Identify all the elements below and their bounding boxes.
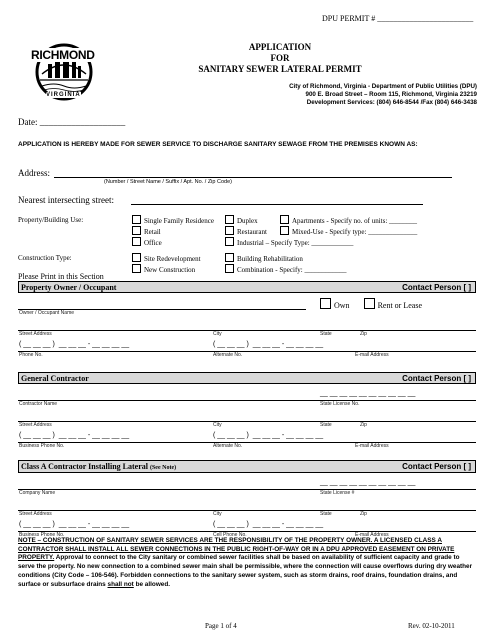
- checkbox[interactable]: [225, 253, 234, 262]
- page-title: APPLICATION FOR SANITARY SEWER LATERAL PERMIT: [198, 42, 362, 74]
- construction-option: Site Redevelopment: [132, 253, 201, 264]
- general-alt-phone-input[interactable]: ( __ __ __ ) __ __ __ - __ __ __ __: [213, 432, 324, 439]
- use-option: Office: [132, 237, 214, 248]
- responsibility-note: [18, 537, 478, 589]
- general-name-input[interactable]: [18, 400, 476, 401]
- checkbox[interactable]: [280, 226, 289, 235]
- city-label: City: [213, 422, 222, 428]
- general-license-input[interactable]: __ __ __ __ __ __ __ __ __ __: [320, 390, 416, 397]
- checkbox[interactable]: [225, 264, 234, 273]
- owner-address-input[interactable]: [18, 330, 476, 331]
- construction-option: New Construction: [132, 264, 201, 275]
- general-phone-line: [18, 442, 476, 443]
- checkbox[interactable]: [132, 264, 141, 273]
- use-option: Mixed-Use - Specify type: ______________: [280, 226, 417, 237]
- rent-checkbox[interactable]: [364, 298, 375, 309]
- intro-statement: APPLICATION IS HEREBY MADE FOR SEWER SERVICE TO DISCHARGE SANITARY SEWAGE FROM THE PREMISES KNOWN AS:: [18, 141, 418, 148]
- owner-alt-phone-input[interactable]: ( __ __ __ ) __ __ __ - __ __ __ __: [213, 341, 324, 348]
- use-option: Industrial – Specify Type: ____________: [225, 237, 353, 248]
- alt-phone-label: Alternate No.: [213, 352, 243, 358]
- use-option: Restaurant: [225, 226, 353, 237]
- permit-number-label: DPU PERMIT # ________________________: [322, 14, 474, 23]
- owner-contact-person[interactable]: Contact Person [ ]: [402, 283, 471, 292]
- note-heading: NOTE – CONSTRUCTION OF SANITARY SEWER SERVICES ARE THE RESPONSIBILITY OF THE PROPERTY OWNER. A LICENSED CLASS A CONTRACTOR SHALL INSTALL ALL SEWER CONNECTIONS IN THE PUBLIC RIGHT-OF-WAY OR IN A DPU APPROVED EASEMENT ON PRIVATE PROPERTY.: [18, 537, 455, 562]
- checkbox[interactable]: [225, 226, 234, 235]
- phone-label: Phone No.: [19, 352, 43, 358]
- license-label: State License No.: [320, 401, 360, 407]
- general-address-input[interactable]: [18, 421, 476, 422]
- state-label: State: [320, 422, 332, 428]
- street-address-label: Street Address: [19, 511, 52, 517]
- construction-col2: [225, 253, 346, 275]
- property-use-col3: [280, 215, 417, 237]
- classa-contact-person[interactable]: Contact Person [ ]: [402, 462, 471, 471]
- page-number: Page 1 of 4: [205, 622, 237, 630]
- logo-wordmark: RICHMOND: [31, 48, 95, 62]
- general-phone-input[interactable]: ( __ __ __ ) __ __ __ - __ __ __ __: [19, 432, 130, 439]
- print-note: Please Print in this Section: [18, 272, 104, 281]
- state-label: State: [320, 331, 332, 337]
- email-label: E-mail Address: [355, 532, 389, 538]
- email-label: E-mail Address: [355, 443, 389, 449]
- use-option: Single Family Residence: [132, 215, 214, 226]
- license-label: State License #: [320, 490, 355, 496]
- use-option: Duplex: [225, 215, 353, 226]
- zip-label: Zip: [360, 422, 367, 428]
- classa-name-input[interactable]: [18, 489, 476, 490]
- cell-phone-label: Cell Phone No.: [213, 532, 247, 538]
- state-label: State: [320, 511, 332, 517]
- use-option: Apartments - Specify no. of units: ________: [280, 215, 417, 226]
- owner-section-header: [18, 281, 476, 293]
- classa-section-title: Class A Contractor Installing Lateral (See Note): [21, 462, 177, 471]
- classa-phone-input[interactable]: ( __ __ __ ) __ __ __ - __ __ __ __: [19, 521, 130, 528]
- property-use-label: Property/Building Use:: [18, 216, 84, 224]
- company-name-label: Company Name: [19, 490, 56, 496]
- construction-option: Building Rehabilitation: [225, 253, 346, 264]
- city-seal-logo: [28, 34, 100, 102]
- note-end: be allowed.: [133, 580, 171, 588]
- department-info: City of Richmond, Virginia - Department of Public Utilities (DPU) 900 E. Broad Street – Room 115, Richmond, Virginia 23219 Development Services: (804) 646-8544 /Fax (804) 646-3438: [289, 83, 477, 106]
- email-label: E-mail Address: [355, 352, 389, 358]
- street-address-label: Street Address: [19, 331, 52, 337]
- contractor-name-label: Contractor Name: [19, 401, 58, 407]
- phone-label: Business Phone No.: [19, 532, 65, 538]
- checkbox[interactable]: [132, 215, 141, 224]
- general-contact-person[interactable]: Contact Person [ ]: [402, 374, 471, 383]
- logo-state: VIRGINIA: [46, 92, 81, 98]
- own-label: Own: [334, 301, 350, 310]
- classa-license-input[interactable]: __ __ __ __ __ __ __ __ __ __: [320, 479, 416, 486]
- checkbox[interactable]: [225, 237, 234, 246]
- owner-section-title: Property Owner / Occupant: [21, 283, 117, 292]
- zip-label: Zip: [360, 331, 367, 337]
- checkbox[interactable]: [132, 226, 141, 235]
- own-checkbox[interactable]: [320, 298, 331, 309]
- city-label: City: [213, 511, 222, 517]
- owner-phone-line: [18, 351, 476, 352]
- general-section-title: General Contractor: [21, 374, 89, 383]
- alt-phone-label: Alternate No.: [213, 443, 243, 449]
- tenure-options: [320, 298, 422, 310]
- revision-date: Rev. 02-10-2011: [408, 622, 455, 630]
- checkbox[interactable]: [280, 215, 289, 224]
- address-hint: (Number / Street Name / Suffix / Apt. No. / Zip Code): [104, 179, 232, 185]
- classa-address-input[interactable]: [18, 510, 476, 511]
- nearest-street-label: Nearest intersecting street:: [18, 195, 114, 205]
- note-body: Approval to connect to the City sanitary or combined sewer facilities shall be based on availability of sufficient capacity and grade to serve the property. No new connection to a combined sewer main shall be permissible, where the connection will cause overflows during dry weather conditions (City Code – 106-546). Forbidden connections to the sanitary sewer system, such as storm drains, roof drains, foundation drains, and surface or subsurface drains: [18, 554, 473, 588]
- owner-phone-input[interactable]: ( __ __ __ ) __ __ __ - __ __ __ __: [19, 341, 130, 348]
- date-field[interactable]: Date: ___________________: [18, 117, 126, 127]
- property-use-col1: [132, 215, 214, 248]
- rent-label: Rent or Lease: [377, 301, 422, 310]
- note-emphasis: shall not: [107, 580, 134, 588]
- classa-phone-line: [18, 531, 476, 532]
- general-section-header: [18, 372, 476, 384]
- nearest-street-input[interactable]: [131, 204, 423, 205]
- address-input[interactable]: [54, 177, 452, 178]
- classa-cell-phone-input[interactable]: ( __ __ __ ) __ __ __ - __ __ __ __: [213, 521, 324, 528]
- classa-section-header: [18, 460, 476, 473]
- city-label: City: [213, 331, 222, 337]
- owner-name-label: Owner / Occupant Name: [19, 310, 75, 316]
- street-address-label: Street Address: [19, 422, 52, 428]
- use-option: Retail: [132, 226, 214, 237]
- checkbox[interactable]: [225, 215, 234, 224]
- checkbox[interactable]: [132, 253, 141, 262]
- checkbox[interactable]: [132, 237, 141, 246]
- address-label: Address:: [18, 168, 50, 178]
- zip-label: Zip: [360, 511, 367, 517]
- construction-col1: [132, 253, 201, 275]
- construction-option: Combination - Specify: ____________: [225, 264, 346, 275]
- phone-label: Business Phone No.: [19, 443, 65, 449]
- construction-label: Construction Type:: [18, 254, 72, 262]
